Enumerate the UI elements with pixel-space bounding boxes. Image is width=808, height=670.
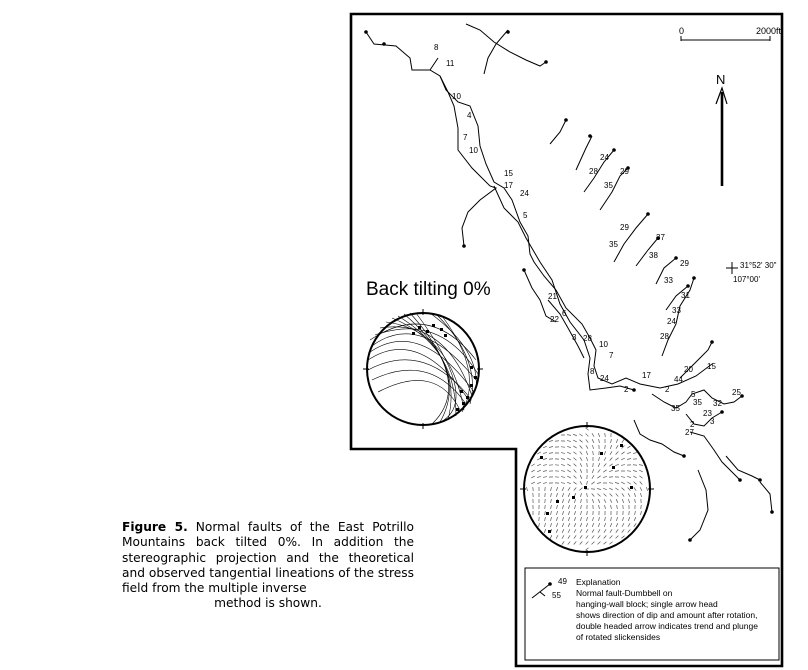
dip-label: 35 <box>604 181 613 190</box>
dip-label: 4 <box>467 111 472 120</box>
dip-label: 8 <box>434 43 439 52</box>
scale-zero-label: 0 <box>679 26 685 36</box>
dip-label: 8 <box>590 367 595 376</box>
dip-label: 29 <box>680 259 689 268</box>
dip-label: 10 <box>469 146 478 155</box>
dip-label: 24 <box>667 317 676 326</box>
caption-label: Figure 5. <box>122 520 188 534</box>
dip-label: 29 <box>620 223 629 232</box>
legend-line: shows direction of dip and amount after rotation, <box>576 610 758 620</box>
legend-sym-top: 49 <box>558 577 567 586</box>
dip-label: 44 <box>674 375 683 384</box>
scale-end-label: 2000ft <box>756 26 782 36</box>
dip-label: 20 <box>684 365 693 374</box>
stereonet-title: Back tilting 0% <box>366 279 491 300</box>
tangential-lineation-stereonet <box>520 422 654 556</box>
dip-label: 29 <box>620 167 629 176</box>
figure-caption <box>122 520 414 612</box>
legend-title: Explanation <box>576 577 621 587</box>
dip-label: 35 <box>671 404 680 413</box>
coord-lat-label: 31°52' 30" <box>740 261 777 270</box>
dip-label: 7 <box>463 133 468 142</box>
dip-label: 5 <box>691 390 696 399</box>
caption-last-line: method is shown. <box>214 596 322 611</box>
dip-label: 25 <box>732 388 741 397</box>
dip-labels <box>434 43 741 437</box>
dip-label: 17 <box>642 371 651 380</box>
dip-label: 3 <box>572 333 577 342</box>
dip-label: 15 <box>504 169 513 178</box>
dip-label: 10 <box>599 340 608 349</box>
dip-label: 2 <box>665 385 670 394</box>
dip-label: 24 <box>600 374 609 383</box>
dip-label: 37 <box>656 233 665 242</box>
dip-label: 27 <box>685 428 694 437</box>
dip-label: 38 <box>649 251 658 260</box>
dip-label: 15 <box>707 362 716 371</box>
stereonet-projection <box>363 309 483 429</box>
dip-label: 35 <box>693 398 702 407</box>
dip-label: 17 <box>504 181 513 190</box>
dip-label: 10 <box>452 92 461 101</box>
coord-lon-label: 107°00' <box>733 275 760 284</box>
coordinate-marker <box>726 261 777 284</box>
dip-label: 35 <box>609 240 618 249</box>
north-label: N <box>716 72 726 87</box>
dip-label: 32 <box>713 399 722 408</box>
dip-label: 28 <box>583 334 592 343</box>
dip-label: 33 <box>664 276 673 285</box>
dip-label: 24 <box>600 153 609 162</box>
legend-sym-bottom: 55 <box>552 591 561 600</box>
scale-bar <box>679 26 782 41</box>
dip-label: 11 <box>446 59 455 68</box>
dip-label: 6 <box>562 309 567 318</box>
north-arrow-icon <box>716 72 727 186</box>
dip-label: 31 <box>681 291 690 300</box>
dip-label: 22 <box>550 315 559 324</box>
legend-line: hanging-wall block; single arrow head <box>576 599 718 609</box>
legend-line: of rotated slickensides <box>576 632 661 642</box>
legend-line: Normal fault-Dumbbell on <box>576 588 673 598</box>
dip-label: 28 <box>589 167 598 176</box>
explanation-legend <box>525 568 779 660</box>
legend-line: double headed arrow indicates trend and plunge <box>576 621 758 631</box>
dip-label: 21 <box>548 292 557 301</box>
dip-label: 2 <box>624 385 629 394</box>
caption-body: Normal faults of the East Potrillo Mountains back tilted 0%. In addition the stereographic projection and the theoretical and observed tangential lineations of the stress field from the multiple inverse <box>122 520 414 596</box>
dip-label: 5 <box>523 211 528 220</box>
dip-label: 7 <box>609 351 614 360</box>
dip-label: 2 <box>690 420 695 429</box>
dip-label: 28 <box>660 332 669 341</box>
dip-label: 23 <box>703 409 712 418</box>
dip-label: 24 <box>520 189 529 198</box>
dip-label: 3 <box>710 417 715 426</box>
dip-label: 33 <box>672 306 681 315</box>
